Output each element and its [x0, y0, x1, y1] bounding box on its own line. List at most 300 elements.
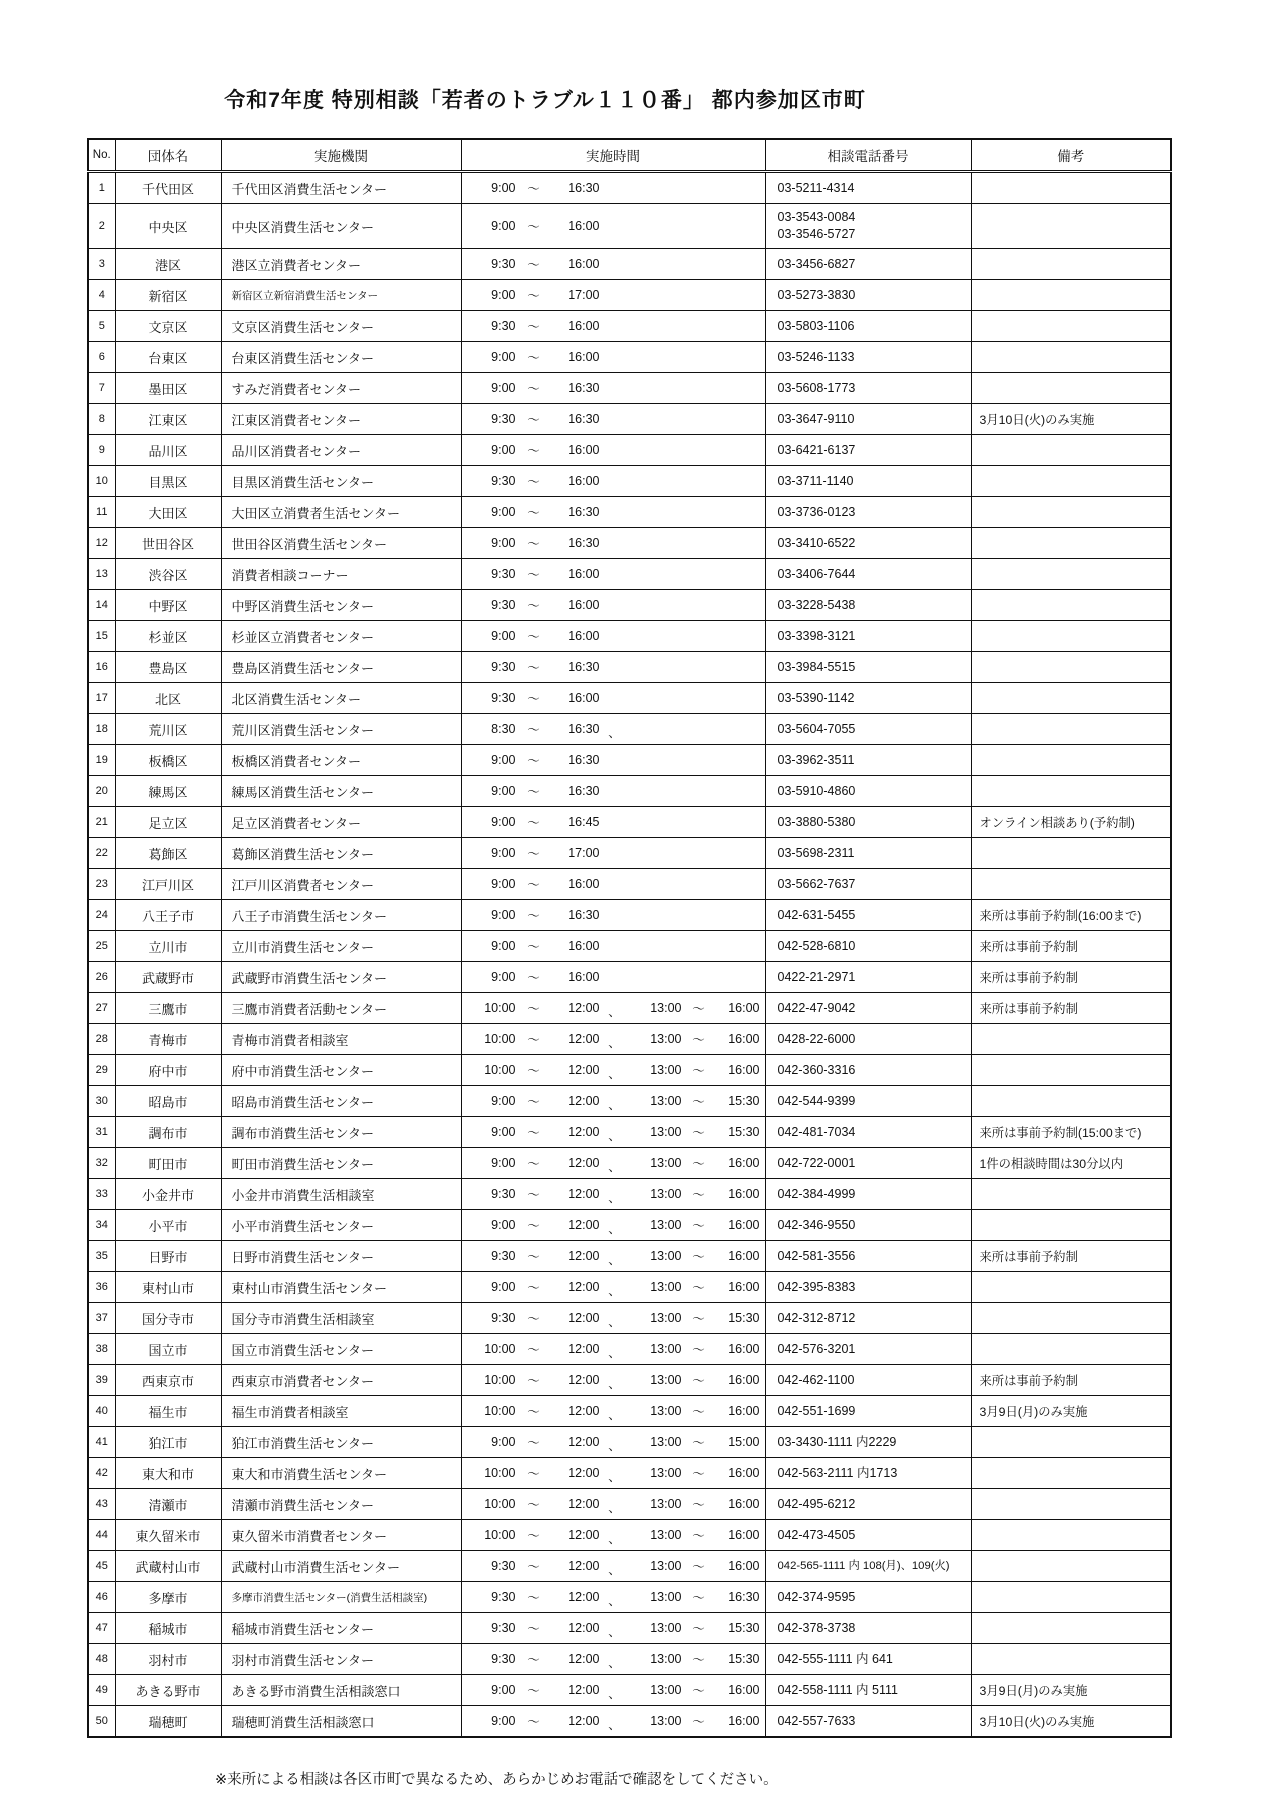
phone-number: [765, 1427, 971, 1458]
session2-end-time: 16:00: [728, 1001, 760, 1015]
organization-name: 大田区: [115, 497, 221, 528]
tilde-separator: ～: [527, 599, 540, 613]
page-title: 令和7年度 特別相談「若者のトラブル１１０番」 都内参加区市町: [224, 89, 866, 112]
session1-end-time: 12:00: [568, 1063, 600, 1077]
session1-end-time: 16:00: [568, 257, 600, 271]
table-row: [88, 900, 1171, 931]
organization-name: 多摩市: [115, 1582, 221, 1613]
hours-layout: [462, 1275, 765, 1299]
comma-separator: 、: [608, 1253, 621, 1267]
session2-start-time: 13:00: [650, 1156, 682, 1170]
phone-number: [765, 1644, 971, 1675]
tilde-separator-2: ～: [692, 1250, 705, 1264]
phone-line: 03-3711-1140: [777, 473, 854, 488]
phone-number: [765, 559, 971, 590]
tilde-separator-2: ～: [692, 1715, 705, 1729]
comma-separator: 、: [608, 1408, 621, 1422]
phone-line: 03-3880-5380: [777, 814, 856, 829]
session1-start-time: 9:00: [491, 443, 516, 457]
remark: [971, 559, 1171, 590]
institution-name: 江東区消費者センター: [221, 404, 461, 435]
institution-name: 文京区消費生活センター: [221, 311, 461, 342]
session1-end-time: 12:00: [568, 1373, 600, 1387]
tilde-separator: ～: [527, 1157, 540, 1171]
consultation-hours: [461, 280, 765, 311]
comma-separator: [600, 185, 630, 191]
session2-end-time: 15:30: [728, 1094, 760, 1108]
remark: 来所は事前予約制: [971, 1365, 1171, 1396]
phone-line: 042-378-3738: [777, 1620, 856, 1635]
row-number: 19: [88, 745, 115, 776]
row-number: 50: [88, 1706, 115, 1738]
row-number: 7: [88, 373, 115, 404]
organization-name: 東村山市: [115, 1272, 221, 1303]
session2-start-time: 13:00: [650, 1125, 682, 1139]
phone-line: 03-5211-4314: [777, 180, 855, 195]
tilde-separator: ～: [527, 909, 540, 923]
institution-name: 品川区消費者センター: [221, 435, 461, 466]
consultation-hours: [461, 1210, 765, 1241]
organization-name: 小金井市: [115, 1179, 221, 1210]
phone-number: [765, 249, 971, 280]
session1-start-time: 8:30: [491, 722, 516, 736]
session1-start-time: 9:00: [491, 1435, 516, 1449]
remark: [971, 497, 1171, 528]
institution-name: 世田谷区消費生活センター: [221, 528, 461, 559]
remark: [971, 1210, 1171, 1241]
phone-line: 03-5273-3830: [777, 287, 856, 302]
remark: [971, 1303, 1171, 1334]
remark: 来所は事前予約制(15:00まで): [971, 1117, 1171, 1148]
phone-line: 03-5698-2311: [777, 845, 855, 860]
hours-layout: [462, 1151, 765, 1175]
institution-name: 武蔵村山市消費生活センター: [221, 1551, 461, 1582]
row-number: 28: [88, 1024, 115, 1055]
tilde-separator: ～: [527, 1653, 540, 1667]
table-row: [88, 435, 1171, 466]
row-number: 10: [88, 466, 115, 497]
phone-number: [765, 204, 971, 249]
comma-separator: [600, 571, 630, 577]
organization-name: 墨田区: [115, 373, 221, 404]
row-number: 18: [88, 714, 115, 745]
organization-name: 世田谷区: [115, 528, 221, 559]
session1-start-time: 9:00: [491, 939, 516, 953]
remark: [971, 683, 1171, 714]
session1-end-time: 16:00: [568, 567, 600, 581]
session1-start-time: 9:00: [491, 877, 516, 891]
table-row: [88, 1551, 1171, 1582]
consultation-hours: [461, 311, 765, 342]
consultation-hours: [461, 249, 765, 280]
tilde-separator: ～: [527, 289, 540, 303]
session1-start-time: 9:00: [491, 505, 516, 519]
phone-line: 042-346-9550: [777, 1217, 856, 1232]
tilde-separator: ～: [527, 1126, 540, 1140]
session2-start-time: 13:00: [650, 1063, 682, 1077]
consultation-hours: [461, 373, 765, 404]
tilde-separator-2: ～: [692, 1126, 705, 1140]
phone-line: 03-5246-1133: [777, 349, 855, 364]
session1-end-time: 16:00: [568, 691, 600, 705]
comma-separator: [600, 602, 630, 608]
session2-end-time: 16:00: [728, 1156, 760, 1170]
tilde-separator: ～: [527, 1095, 540, 1109]
participants-table: [87, 138, 1172, 1738]
organization-name: 立川市: [115, 931, 221, 962]
session2-start-time: 13:00: [650, 1249, 682, 1263]
tilde-separator: ～: [527, 182, 540, 196]
phone-number: [765, 745, 971, 776]
comma-separator: [600, 881, 630, 887]
phone-number: [765, 807, 971, 838]
consultation-hours: [461, 1427, 765, 1458]
phone-number: [765, 900, 971, 931]
remark: 来所は事前予約制: [971, 1241, 1171, 1272]
organization-name: 千代田区: [115, 172, 221, 204]
session1-start-time: 9:00: [491, 753, 516, 767]
institution-name: 西東京市消費者センター: [221, 1365, 461, 1396]
tilde-separator: ～: [527, 1467, 540, 1481]
row-number: 42: [88, 1458, 115, 1489]
row-number: 31: [88, 1117, 115, 1148]
hours-layout: [462, 1089, 765, 1113]
institution-name: 昭島市消費生活センター: [221, 1086, 461, 1117]
institution-name: 台東区消費生活センター: [221, 342, 461, 373]
institution-name: 荒川区消費生活センター: [221, 714, 461, 745]
tilde-separator: ～: [527, 220, 540, 234]
comma-separator: 、: [608, 1625, 621, 1639]
remark: [971, 373, 1171, 404]
comma-separator: [600, 912, 630, 918]
institution-name: 江戸川区消費者センター: [221, 869, 461, 900]
session2-start-time: 13:00: [650, 1032, 682, 1046]
tilde-separator: ～: [527, 723, 540, 737]
consultation-hours: [461, 466, 765, 497]
table-row: [88, 1024, 1171, 1055]
consultation-hours: [461, 1024, 765, 1055]
remark: [971, 172, 1171, 204]
table-row: [88, 993, 1171, 1024]
phone-line: 042-312-8712: [777, 1310, 856, 1325]
comma-separator: 、: [608, 1501, 621, 1515]
row-number: 12: [88, 528, 115, 559]
session2-end-time: 16:00: [728, 1466, 760, 1480]
tilde-separator-2: ～: [692, 1374, 705, 1388]
institution-name: 狛江市消費生活センター: [221, 1427, 461, 1458]
session2-start-time: 13:00: [650, 1311, 682, 1325]
hours-layout: [462, 1647, 765, 1671]
organization-name: 品川区: [115, 435, 221, 466]
table-row: [88, 204, 1171, 249]
session1-start-time: 9:30: [491, 474, 516, 488]
phone-number: [765, 1055, 971, 1086]
session1-start-time: 10:00: [484, 1404, 516, 1418]
institution-name: 稲城市消費生活センター: [221, 1613, 461, 1644]
row-number: 46: [88, 1582, 115, 1613]
table-row: [88, 373, 1171, 404]
row-number: 36: [88, 1272, 115, 1303]
table-row: [88, 776, 1171, 807]
session1-start-time: 9:30: [491, 1590, 516, 1604]
organization-name: 文京区: [115, 311, 221, 342]
tilde-separator: ～: [527, 1033, 540, 1047]
phone-line: 042-558-1111 内 5111: [777, 1682, 898, 1697]
session1-start-time: 10:00: [484, 1032, 516, 1046]
column-header-hours: 実施時間: [461, 139, 765, 172]
organization-name: 国立市: [115, 1334, 221, 1365]
hours-layout: [462, 875, 765, 893]
hours-layout: [462, 844, 765, 862]
remark: [971, 1644, 1171, 1675]
session1-end-time: 12:00: [568, 1125, 600, 1139]
hours-layout: [462, 1554, 765, 1578]
phone-line: 042-395-8383: [777, 1279, 856, 1294]
session1-end-time: 12:00: [568, 1528, 600, 1542]
hours-layout: [462, 1523, 765, 1547]
hours-layout: [462, 534, 765, 552]
phone-number: [765, 1117, 971, 1148]
session2-end-time: 16:00: [728, 1063, 760, 1077]
organization-name: 荒川区: [115, 714, 221, 745]
session1-start-time: 9:00: [491, 1125, 516, 1139]
institution-name: 大田区立消費者生活センター: [221, 497, 461, 528]
session2-start-time: 13:00: [650, 1714, 682, 1728]
hours-layout: [462, 717, 765, 741]
hours-layout: [462, 1120, 765, 1144]
session1-end-time: 12:00: [568, 1435, 600, 1449]
session1-start-time: 9:30: [491, 1187, 516, 1201]
hours-layout: [462, 1058, 765, 1082]
consultation-hours: [461, 342, 765, 373]
row-number: 27: [88, 993, 115, 1024]
phone-line: 03-3543-0084: [777, 210, 856, 224]
tilde-separator: ～: [527, 444, 540, 458]
phone-number: [765, 838, 971, 869]
organization-name: 三鷹市: [115, 993, 221, 1024]
phone-line: 042-581-3556: [777, 1248, 856, 1263]
session1-end-time: 16:00: [568, 970, 600, 984]
phone-number: [765, 962, 971, 993]
table-row: [88, 1117, 1171, 1148]
table-row: [88, 342, 1171, 373]
remark: [971, 776, 1171, 807]
remark: [971, 528, 1171, 559]
hours-layout: [462, 658, 765, 676]
session2-start-time: 13:00: [650, 1373, 682, 1387]
phone-number: [765, 435, 971, 466]
institution-name: 東村山市消費生活センター: [221, 1272, 461, 1303]
table-body: [88, 172, 1171, 1738]
hours-layout: [462, 472, 765, 490]
institution-name: 調布市消費生活センター: [221, 1117, 461, 1148]
session1-end-time: 16:30: [568, 412, 600, 426]
hours-layout: [462, 179, 765, 197]
session2-start-time: 13:00: [650, 1404, 682, 1418]
consultation-hours: [461, 1334, 765, 1365]
tilde-separator-2: ～: [692, 1684, 705, 1698]
row-number: 30: [88, 1086, 115, 1117]
remark: 来所は事前予約制(16:00まで): [971, 900, 1171, 931]
organization-name: 豊島区: [115, 652, 221, 683]
session2-end-time: 16:00: [728, 1249, 760, 1263]
phone-number: [765, 1148, 971, 1179]
comma-separator: [600, 223, 630, 229]
tilde-separator-2: ～: [692, 1653, 705, 1667]
session2-end-time: 16:00: [728, 1187, 760, 1201]
phone-number: [765, 1179, 971, 1210]
session1-start-time: 9:30: [491, 319, 516, 333]
phone-line: 042-544-9399: [777, 1093, 856, 1108]
organization-name: 江戸川区: [115, 869, 221, 900]
table-row: [88, 1055, 1171, 1086]
institution-name: 瑞穂町消費生活相談窓口: [221, 1706, 461, 1738]
phone-number: [765, 404, 971, 435]
hours-layout: [462, 1399, 765, 1423]
organization-name: 葛飾区: [115, 838, 221, 869]
institution-name: 豊島区消費生活センター: [221, 652, 461, 683]
remark: [971, 621, 1171, 652]
session1-end-time: 12:00: [568, 1714, 600, 1728]
session2-end-time: 15:30: [728, 1125, 760, 1139]
tilde-separator: ～: [527, 1219, 540, 1233]
organization-name: 杉並区: [115, 621, 221, 652]
comma-separator: 、: [608, 1532, 621, 1546]
institution-name: 新宿区立新宿消費生活センター: [221, 280, 461, 311]
row-number: 41: [88, 1427, 115, 1458]
organization-name: 西東京市: [115, 1365, 221, 1396]
organization-name: 昭島市: [115, 1086, 221, 1117]
consultation-hours: [461, 1055, 765, 1086]
institution-name: 国分寺市消費生活相談室: [221, 1303, 461, 1334]
session1-end-time: 12:00: [568, 1249, 600, 1263]
consultation-hours: [461, 204, 765, 249]
organization-name: 江東区: [115, 404, 221, 435]
phone-number: [765, 528, 971, 559]
session2-end-time: 15:30: [728, 1652, 760, 1666]
comma-separator: [600, 416, 630, 422]
session1-start-time: 9:30: [491, 567, 516, 581]
table-row: [88, 249, 1171, 280]
session1-start-time: 9:00: [491, 181, 516, 195]
session1-end-time: 12:00: [568, 1683, 600, 1697]
comma-separator: [600, 695, 630, 701]
row-number: 2: [88, 204, 115, 249]
tilde-separator: ～: [527, 1498, 540, 1512]
session1-end-time: 12:00: [568, 1001, 600, 1015]
phone-number: [765, 1086, 971, 1117]
table-row: [88, 172, 1171, 204]
institution-name: 板橋区消費者センター: [221, 745, 461, 776]
session2-start-time: 13:00: [650, 1466, 682, 1480]
session2-end-time: 16:00: [728, 1032, 760, 1046]
institution-name: 消費者相談コーナー: [221, 559, 461, 590]
remark: [971, 249, 1171, 280]
institution-name: 東久留米市消費者センター: [221, 1520, 461, 1551]
column-header-phone: 相談電話番号: [765, 139, 971, 172]
session1-end-time: 16:00: [568, 877, 600, 891]
session1-start-time: 9:30: [491, 1652, 516, 1666]
row-number: 3: [88, 249, 115, 280]
organization-name: 北区: [115, 683, 221, 714]
row-number: 49: [88, 1675, 115, 1706]
hours-layout: [462, 317, 765, 335]
organization-name: 足立区: [115, 807, 221, 838]
session1-start-time: 9:00: [491, 219, 516, 233]
phone-number: [765, 1303, 971, 1334]
phone-line: 03-3984-5515: [777, 659, 856, 674]
consultation-hours: [461, 807, 765, 838]
hours-layout: [462, 1213, 765, 1237]
table-row: [88, 1582, 1171, 1613]
comma-separator: 、: [608, 1346, 621, 1360]
comma-separator: 、: [608, 1098, 621, 1112]
remark: [971, 652, 1171, 683]
session2-end-time: 16:00: [728, 1280, 760, 1294]
remark: [971, 590, 1171, 621]
phone-number: [765, 1210, 971, 1241]
tilde-separator: ～: [527, 1560, 540, 1574]
institution-name: 青梅市消費者相談室: [221, 1024, 461, 1055]
comma-separator: 、: [608, 1656, 621, 1670]
session2-start-time: 13:00: [650, 1342, 682, 1356]
session1-start-time: 9:00: [491, 1280, 516, 1294]
tilde-separator: ～: [527, 320, 540, 334]
table-row: [88, 466, 1171, 497]
session1-start-time: 10:00: [484, 1063, 516, 1077]
tilde-separator-2: ～: [692, 1095, 705, 1109]
tilde-separator-2: ～: [692, 1405, 705, 1419]
phone-number: [765, 931, 971, 962]
session2-end-time: 16:00: [728, 1342, 760, 1356]
session2-end-time: 16:00: [728, 1404, 760, 1418]
organization-name: 調布市: [115, 1117, 221, 1148]
session1-start-time: 9:00: [491, 350, 516, 364]
hours-layout: [462, 1492, 765, 1516]
tilde-separator-2: ～: [692, 1188, 705, 1202]
consultation-hours: [461, 1675, 765, 1706]
organization-name: 中央区: [115, 204, 221, 249]
phone-number: [765, 1272, 971, 1303]
comma-separator: [600, 974, 630, 980]
remark: 来所は事前予約制: [971, 931, 1171, 962]
hours-layout: [462, 1585, 765, 1609]
hours-layout: [462, 751, 765, 769]
row-number: 35: [88, 1241, 115, 1272]
phone-number: [765, 1396, 971, 1427]
consultation-hours: [461, 1272, 765, 1303]
hours-layout: [462, 441, 765, 459]
consultation-hours: [461, 1582, 765, 1613]
comma-separator: [600, 664, 630, 670]
phone-line: 03-3736-0123: [777, 504, 856, 519]
phone-number: [765, 1489, 971, 1520]
consultation-hours: [461, 683, 765, 714]
phone-line: 042-473-4505: [777, 1527, 856, 1542]
table-row: [88, 1365, 1171, 1396]
session1-start-time: 9:00: [491, 784, 516, 798]
remark: [971, 1427, 1171, 1458]
phone-line: 042-384-4999: [777, 1186, 856, 1201]
table-row: [88, 1644, 1171, 1675]
phone-line: 042-557-7633: [777, 1713, 856, 1728]
hours-layout: [462, 1678, 765, 1702]
session1-start-time: 9:30: [491, 257, 516, 271]
session1-start-time: 9:30: [491, 691, 516, 705]
tilde-separator: ～: [527, 878, 540, 892]
phone-line: 03-3546-5727: [777, 227, 856, 241]
row-number: 32: [88, 1148, 115, 1179]
